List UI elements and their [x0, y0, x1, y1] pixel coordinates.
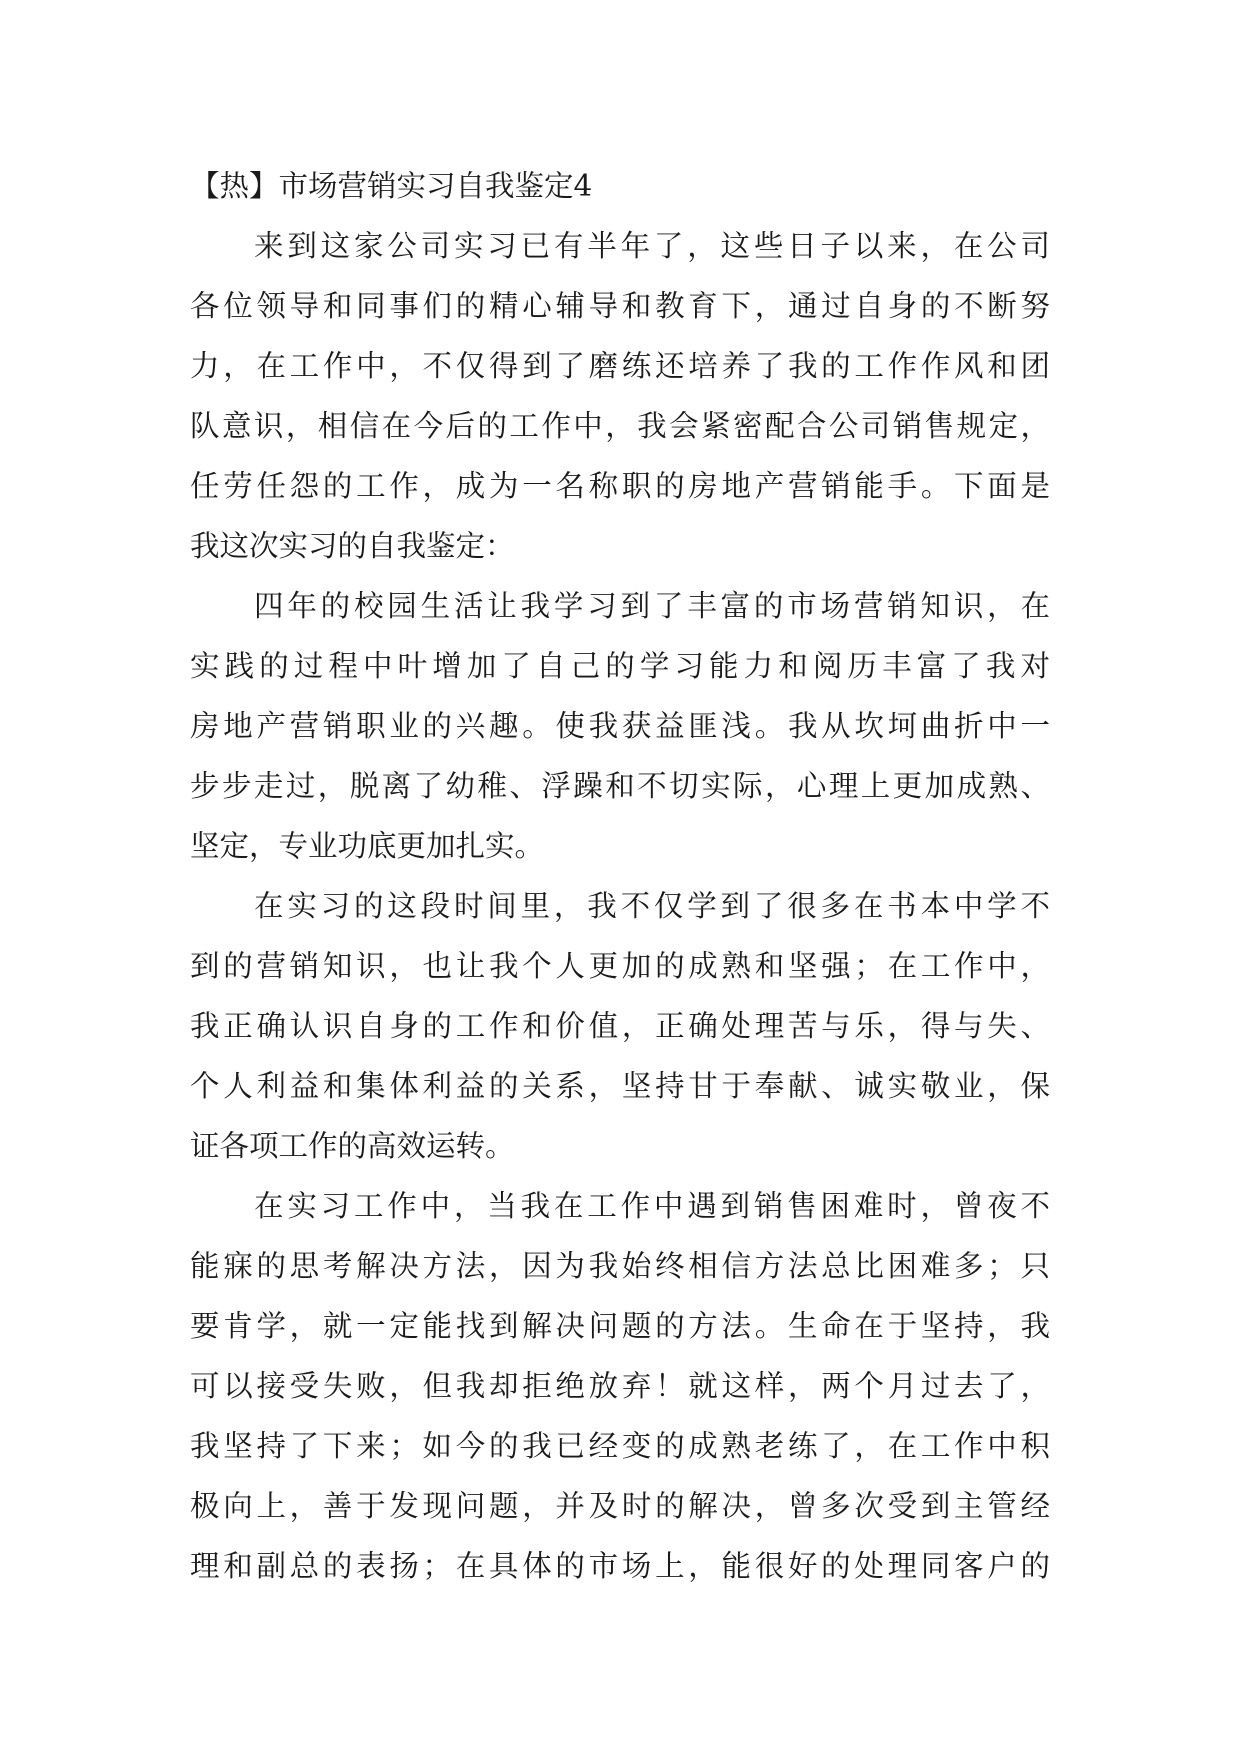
document-body: [190, 156, 1050, 1596]
text-line: 在实习工作中，当我在工作中遇到销售困难时，曾夜不: [254, 1189, 1050, 1223]
text-line: 四年的校园生活让我学习到了丰富的市场营销知识，在: [254, 589, 1050, 623]
document-title: 【热】市场营销实习自我鉴定4: [190, 169, 593, 203]
paragraph: [190, 1176, 1050, 1596]
text-line: 个人利益和集体利益的关系，坚持甘于奉献、诚实敬业，保: [190, 1069, 1050, 1103]
paragraph: [190, 876, 1050, 1176]
text-line: 任劳任怨的工作，成为一名称职的房地产营销能手。下面是: [190, 469, 1050, 503]
text-line: 坚定，专业功底更加扎实。: [190, 829, 545, 863]
text-line: 来到这家公司实习已有半年了，这些日子以来，在公司: [254, 229, 1050, 263]
text-line: 到的营销知识，也让我个人更加的成熟和坚强；在工作中，: [190, 949, 1050, 983]
text-line: 我正确认识自身的工作和价值，正确处理苦与乐，得与失、: [190, 1009, 1050, 1043]
paragraph: [190, 576, 1050, 876]
text-line: 能寐的思考解决方法，因为我始终相信方法总比困难多；只: [190, 1249, 1050, 1283]
text-line: 实践的过程中叶增加了自己的学习能力和阅历丰富了我对: [190, 649, 1050, 683]
text-line: 房地产营销职业的兴趣。使我获益匪浅。我从坎坷曲折中一: [190, 709, 1050, 743]
text-line: 在实习的这段时间里，我不仅学到了很多在书本中学不: [254, 889, 1050, 923]
text-line: 可以接受失败，但我却拒绝放弃！就这样，两个月过去了，: [190, 1369, 1050, 1403]
text-line: 我这次实习的自我鉴定：: [190, 529, 515, 563]
text-line: 步步走过，脱离了幼稚、浮躁和不切实际，心理上更加成熟、: [190, 769, 1050, 803]
text-line: 我坚持了下来；如今的我已经变的成熟老练了，在工作中积: [190, 1429, 1050, 1463]
text-line: 证各项工作的高效运转。: [190, 1129, 515, 1163]
paragraph: [190, 216, 1050, 576]
text-line: 要肯学，就一定能找到解决问题的方法。生命在于坚持，我: [190, 1309, 1050, 1343]
text-line: 力，在工作中，不仅得到了磨练还培养了我的工作作风和团: [190, 349, 1050, 383]
text-line: 各位领导和同事们的精心辅导和教育下，通过自身的不断努: [190, 289, 1050, 323]
text-line: 极向上，善于发现问题，并及时的解决，曾多次受到主管经: [190, 1489, 1050, 1523]
text-line: 理和副总的表扬；在具体的市场上，能很好的处理同客户的: [190, 1549, 1050, 1583]
text-line: 队意识，相信在今后的工作中，我会紧密配合公司销售规定，: [190, 409, 1050, 443]
